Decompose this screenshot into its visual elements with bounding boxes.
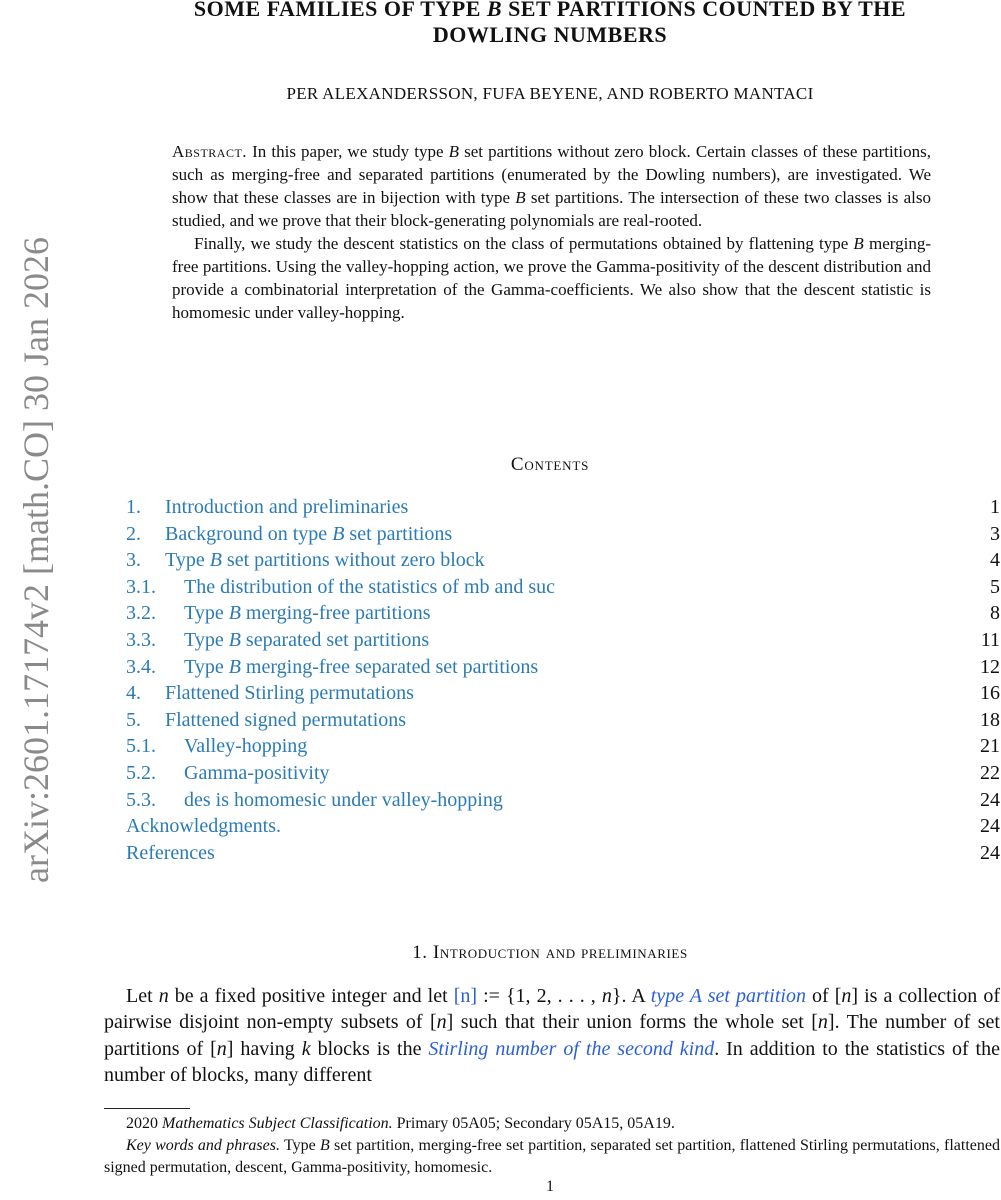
toc-title: Valley-hopping <box>184 735 308 758</box>
abstract-text: set partitions without zero block. Certain classes of these partitions, such as merging-free and separated partitions (enumerated by the Dowling numbers), are investigated. We show that these classes are in bijection with type <box>172 142 931 207</box>
toc-entry[interactable] <box>126 521 1000 548</box>
toc-page-number: 8 <box>990 602 1000 625</box>
toc-entry[interactable] <box>126 654 1000 681</box>
footnote-text: Primary 05A05; Secondary 05A15, 05A19. <box>392 1115 675 1132</box>
footnote-text: 2020 <box>126 1115 162 1132</box>
body-text: of [ <box>805 985 842 1007</box>
toc-entry[interactable] <box>126 574 1000 601</box>
title-variable: B <box>486 0 503 21</box>
toc-math-variable: B <box>209 549 222 572</box>
toc-title: The distribution of the statistics of mb and suc <box>184 575 556 598</box>
toc-number: 1. <box>126 496 141 518</box>
toc-link[interactable] <box>126 680 414 707</box>
math-variable: B <box>515 188 526 207</box>
footnotes <box>104 1113 1000 1179</box>
footnote-text: Type <box>279 1137 320 1154</box>
toc-title: merging-free partitions <box>240 602 431 625</box>
toc-math-variable: B <box>332 522 345 545</box>
footnote-label: Key words and phrases. <box>126 1137 280 1154</box>
page-number: 1 <box>546 1178 554 1195</box>
toc-title: Flattened signed permutations <box>165 708 407 731</box>
toc-page-number: 11 <box>980 628 1000 651</box>
toc-number: 3.2. <box>126 602 156 625</box>
toc-page-number: 24 <box>980 841 1000 864</box>
toc-title: des is homomesic under valley-hopping <box>184 788 503 811</box>
toc-math-variable: B <box>228 602 241 625</box>
toc-entry[interactable] <box>126 840 1000 867</box>
toc-title: set partitions <box>344 522 453 545</box>
toc-title: Type <box>184 655 229 678</box>
math-variable: n <box>436 1011 447 1034</box>
abstract-paragraph-2 <box>172 232 931 324</box>
toc-page-number: 24 <box>980 788 1000 811</box>
toc-title: set partitions without zero block <box>221 549 485 572</box>
stirling-number-link[interactable]: Stirling number of the second kind <box>428 1037 715 1060</box>
toc-page-number: 12 <box>980 655 1000 678</box>
toc-entry[interactable] <box>126 600 1000 627</box>
toc-title: merging-free separated set partitions <box>240 655 539 678</box>
footnote-divider <box>104 1108 190 1109</box>
toc-title: Flattened Stirling permutations <box>165 682 414 705</box>
math-variable: n <box>841 985 852 1007</box>
abstract-text: merging-free partitions. Using the valley-hopping action, we prove the Gamma-positivity of the descent distribution and provide a combinatorial interpretation of the Gamma-coefficients. We also show that the descent statistic is homomesic under valley-hopping. <box>172 234 931 322</box>
toc-page-number: 4 <box>990 549 1000 572</box>
math-variable: k <box>301 1037 311 1060</box>
footnote-keywords <box>104 1135 1000 1179</box>
body-text: blocks is the <box>310 1037 429 1060</box>
footnote-label: Mathematics Subject Classification. <box>162 1115 393 1132</box>
toc-title: References <box>126 841 215 864</box>
authors: PER ALEXANDERSSON, FUFA BEYENE, AND ROBERTO MANTACI <box>286 84 814 103</box>
toc-title: Type <box>184 628 229 651</box>
toc-title: Gamma-positivity <box>184 761 330 784</box>
math-variable: n <box>158 985 169 1007</box>
body-text: ] such that their union forms the whole set [ <box>446 1011 818 1034</box>
math-variable: B <box>853 234 864 253</box>
toc-entry[interactable] <box>126 494 1000 521</box>
toc-number: 2. <box>126 522 141 545</box>
introduction-paragraph <box>104 983 1000 1088</box>
toc-math-variable: B <box>228 628 241 651</box>
toc-page-number: 5 <box>990 575 1000 598</box>
toc-page-number: 1 <box>990 496 1000 518</box>
title-text: SOME FAMILIES OF TYPE <box>193 0 487 21</box>
toc-entry[interactable] <box>126 707 1000 734</box>
toc-link[interactable] <box>126 600 431 627</box>
math-variable: n <box>601 985 612 1007</box>
n-set-link[interactable]: [n] <box>453 985 478 1007</box>
toc-entry[interactable] <box>126 813 1000 840</box>
abstract-label: Abstract. <box>172 142 248 161</box>
toc-page-number: 3 <box>990 522 1000 545</box>
body-text: ]. The number of set partitions of [ <box>104 1011 1000 1060</box>
toc-number: 3.3. <box>126 628 156 651</box>
toc-link[interactable] <box>126 813 281 840</box>
math-variable: n <box>216 1037 227 1060</box>
toc-link[interactable] <box>126 733 307 760</box>
toc-title: Acknowledgments. <box>126 815 281 838</box>
toc-math-variable: B <box>228 655 241 678</box>
body-text: ] is a collection of pairwise disjoint non-empty subsets of [ <box>104 985 1000 1034</box>
toc-entry[interactable] <box>126 760 1000 787</box>
toc-entry[interactable] <box>126 627 1000 654</box>
toc-entry[interactable] <box>126 787 1000 814</box>
abstract <box>172 140 931 324</box>
table-of-contents <box>126 494 1000 866</box>
footnote-text: set partition, merging-free set partition, separated set partition, flattened Stirling permutations, flattened signed permutation, descent, Gamma-positivity, homomesic. <box>104 1137 1001 1176</box>
toc-number: 3.1. <box>126 575 156 598</box>
body-text: := {1, 2, . . . , <box>477 985 602 1007</box>
toc-title: Introduction and preliminaries <box>165 496 409 518</box>
toc-page-number: 21 <box>980 735 1000 758</box>
toc-entry[interactable] <box>126 547 1000 574</box>
body-text: be a fixed positive integer and let <box>168 985 454 1007</box>
toc-link[interactable] <box>126 574 555 601</box>
arxiv-identifier-text: arXiv:2601.17174v2 [math.CO] 30 Jan 2026 <box>16 237 56 883</box>
math-variable: n <box>817 1011 828 1034</box>
body-text: . In addition to the statistics of the number of blocks, many different <box>104 1037 1000 1086</box>
math-variable: B <box>448 142 460 161</box>
footnote-msc <box>104 1113 1000 1135</box>
toc-page-number: 24 <box>980 815 1000 838</box>
toc-page-number: 16 <box>980 682 1000 705</box>
toc-number: 3.4. <box>126 655 156 678</box>
toc-entry[interactable] <box>126 733 1000 760</box>
toc-number: 3. <box>126 549 141 572</box>
title-line-2: DOWLING NUMBERS <box>432 22 668 47</box>
toc-link[interactable] <box>126 840 215 867</box>
section-heading-introduction: 1. Introduction and preliminaries <box>412 942 688 963</box>
toc-link[interactable] <box>126 627 429 654</box>
body-text: }. A <box>611 985 651 1007</box>
toc-link[interactable] <box>126 760 330 787</box>
abstract-text: In this paper, we study type <box>247 142 449 161</box>
toc-number: 5.3. <box>126 788 156 811</box>
toc-number: 5.2. <box>126 761 156 784</box>
toc-link[interactable] <box>126 521 452 548</box>
toc-link[interactable] <box>126 494 408 521</box>
toc-title: Background on type <box>165 522 333 545</box>
body-text: Let <box>126 985 159 1007</box>
toc-number: 5. <box>126 708 141 731</box>
abstract-paragraph-1 <box>172 140 931 232</box>
toc-title: separated set partitions <box>240 628 430 651</box>
math-variable: B <box>319 1137 330 1154</box>
toc-link[interactable] <box>126 547 485 574</box>
toc-number: 4. <box>126 682 141 705</box>
type-a-set-partition-link[interactable]: type A set partition <box>650 985 806 1007</box>
toc-link[interactable] <box>126 707 406 734</box>
title-text: SET PARTITIONS COUNTED BY THE <box>502 0 907 21</box>
abstract-text: set partitions. The intersection of these two classes is also studied, and we prove that their block-generating polynomials are real-rooted. <box>172 188 931 230</box>
abstract-text: Finally, we study the descent statistics on the class of permutations obtained by flattening type <box>194 234 854 253</box>
contents-heading: Contents <box>510 454 590 475</box>
toc-link[interactable] <box>126 654 538 681</box>
toc-link[interactable] <box>126 787 503 814</box>
toc-entry[interactable] <box>126 680 1000 707</box>
paper-title <box>100 0 1000 48</box>
toc-number: 5.1. <box>126 735 156 758</box>
toc-title: Type <box>165 549 210 572</box>
body-text: ] having <box>226 1037 302 1060</box>
toc-page-number: 18 <box>980 708 1000 731</box>
toc-page-number: 22 <box>980 761 1000 784</box>
toc-title: Type <box>184 602 229 625</box>
